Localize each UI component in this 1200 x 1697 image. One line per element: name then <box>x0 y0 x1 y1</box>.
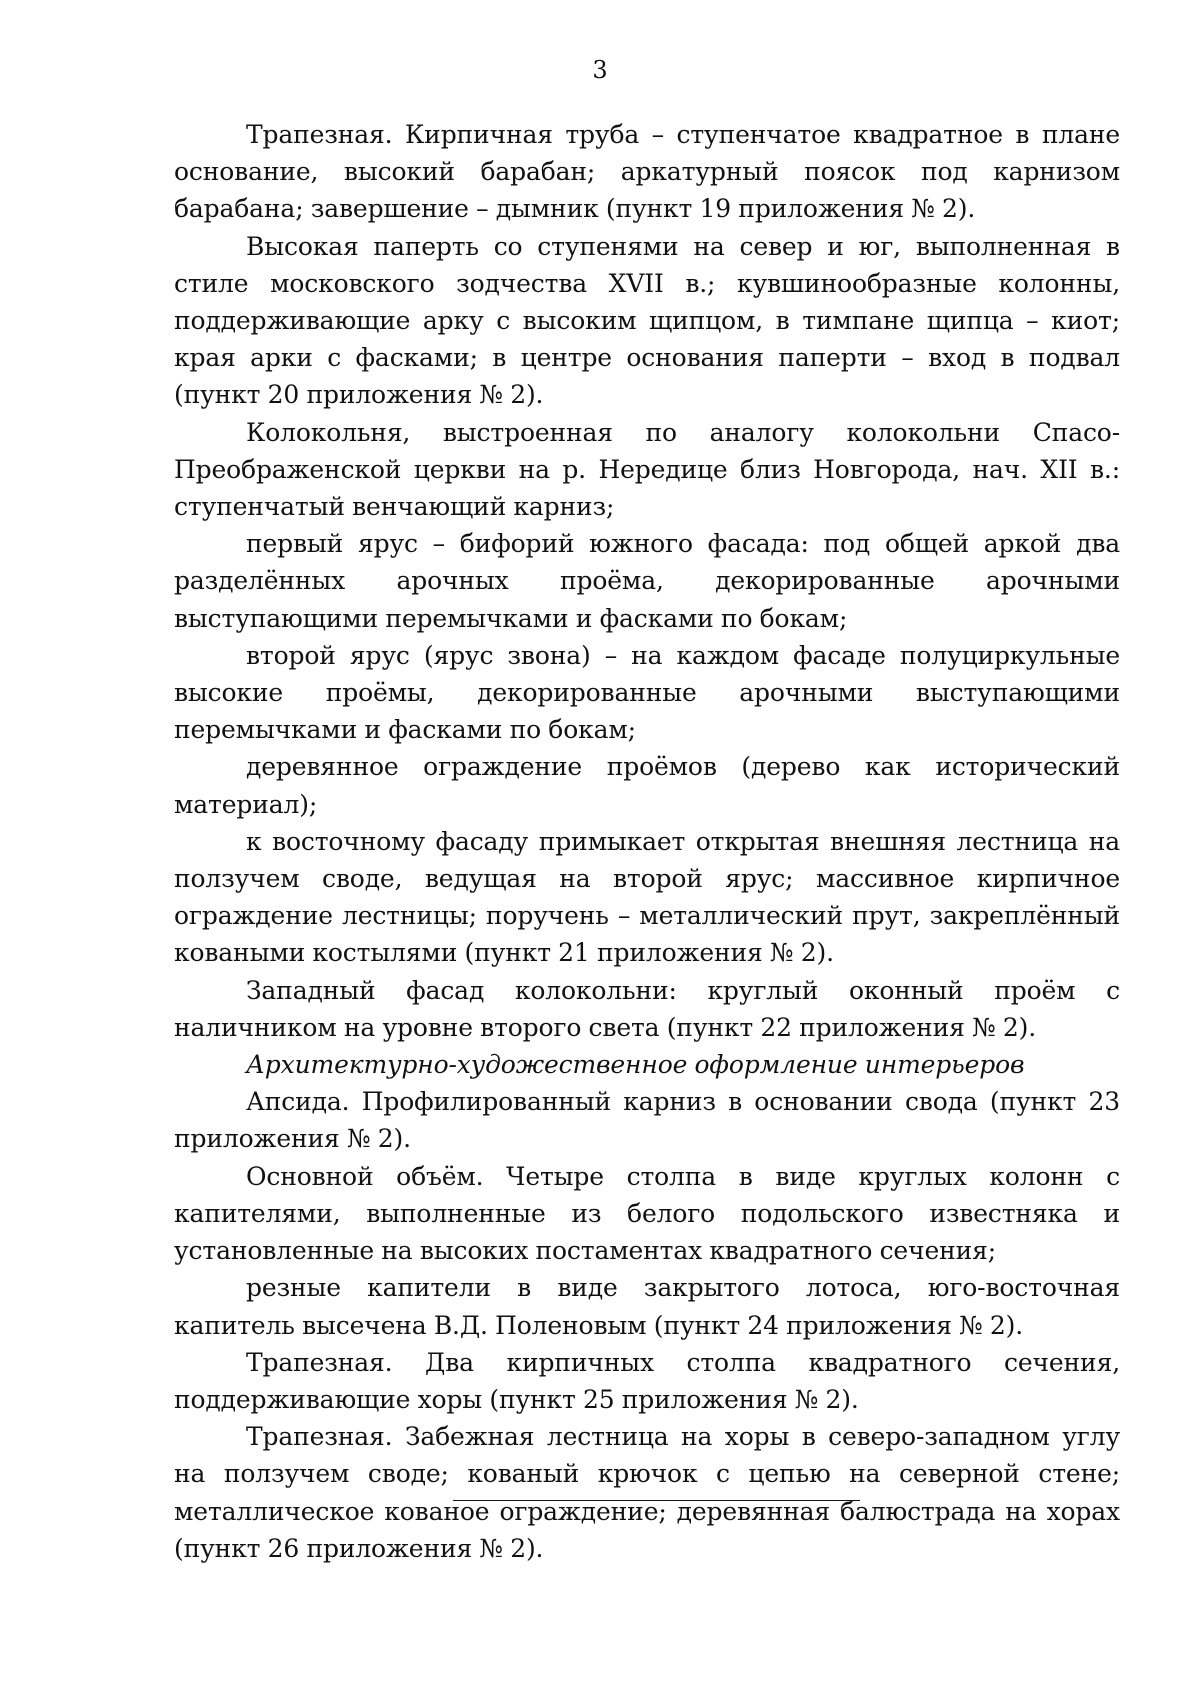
section-heading-interiors: Архитектурно-художественное оформление интерьеров <box>246 1050 1025 1080</box>
paragraph-wooden-fence: деревянное ограждение проёмов (дерево как исторический материал); <box>174 752 1120 819</box>
paragraph-west-facade: Западный фасад колокольни: круглый оконный проём с наличником на уровне второго света (пункт 22 приложения № 2). <box>174 975 1120 1042</box>
paragraph-second-tier: второй ярус (ярус звона) – на каждом фасаде полуциркульные высокие проёмы, декорированные арочными выступающими перемычками и фасками по бокам; <box>174 640 1120 745</box>
paragraph-refectory-staircase: Трапезная. Забежная лестница на хоры в северо-западном углу на ползучем своде; кованый крючок с цепью на северной стене; металлическое кованое ограждение; деревянная балюстрада на хорах (пункт 26 приложения № 2). <box>174 1422 1120 1563</box>
paragraph-bell-tower: Колокольня, выстроенная по аналогу колокольни Спасо-Преображенской церкви на р. Нередице близ Новгорода, нач. XII в.: ступенчатый венчающий карниз; <box>174 417 1120 522</box>
paragraph-capitals: резные капители в виде закрытого лотоса, юго-восточная капитель высечена В.Д. Поленовым (пункт 24 приложения № 2). <box>174 1273 1120 1340</box>
paragraph-refectory-chimney: Трапезная. Кирпичная труба – ступенчатое квадратное в плане основание, высокий барабан; аркатурный поясок под карнизом барабана; завершение – дымник (пункт 19 приложения № 2). <box>174 120 1120 224</box>
paragraph-east-staircase: к восточному фасаду примыкает открытая внешняя лестница на ползучем своде, ведущая на второй ярус; массивное кирпичное ограждение лестницы; поручень – металлический прут, закреплённый коваными костылями (пункт 21 приложения № 2). <box>174 826 1120 968</box>
paragraph-refectory-pillars: Трапезная. Два кирпичных столпа квадратного сечения, поддерживающие хоры (пункт 25 приложения № 2). <box>174 1347 1120 1414</box>
paragraph-main-volume: Основной объём. Четыре столпа в виде круглых колонн с капителями, выполненные из белого подольского известняка и установленные на высоких постаментах квадратного сечения; <box>174 1161 1120 1266</box>
paragraph-first-tier: первый ярус – бифорий южного фасада: под общей аркой два разделённых арочных проёма, декорированные арочными выступающими перемычками и фасками по бокам; <box>174 529 1120 633</box>
paragraph-porch: Высокая паперть со ступенями на север и юг, выполненная в стиле московского зодчества XVII в.; кувшинообразные колонны, поддерживающие арку с высоким щипцом, в тимпане щипца – киот; края арки с фасками; в центре основания паперти – вход в подвал (пункт 20 приложения № 2). <box>174 231 1120 410</box>
end-divider-line <box>453 1500 860 1501</box>
document-body <box>174 116 1120 1567</box>
paragraph-apse: Апсида. Профилированный карниз в основании свода (пункт 23 приложения № 2). <box>174 1087 1120 1154</box>
page-number: 3 <box>592 56 608 84</box>
